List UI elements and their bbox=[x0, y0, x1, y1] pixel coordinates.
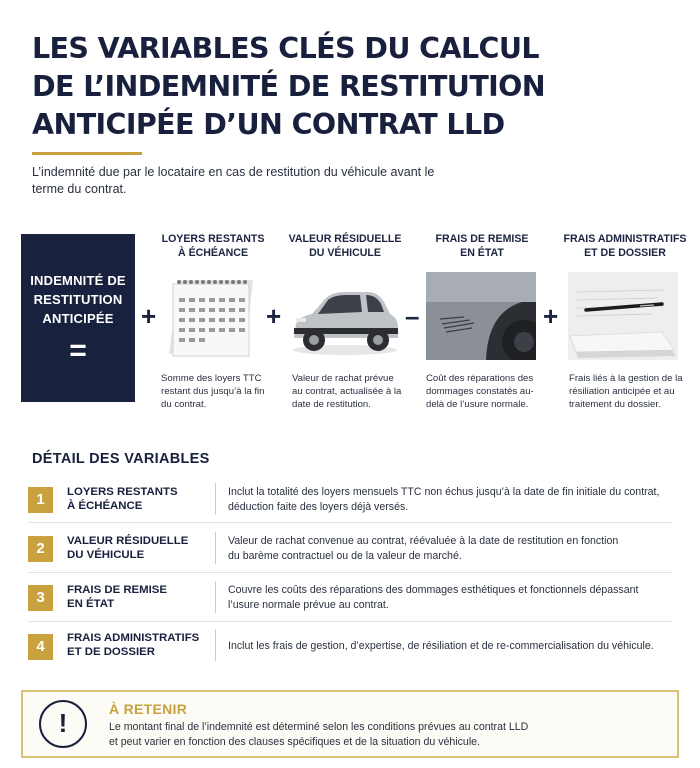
formula-item-title-line: LOYERS RESTANTS bbox=[161, 233, 265, 245]
title-line-3: ANTICIPÉE D’UN CONTRAT LLD bbox=[32, 108, 505, 141]
formula-item-title-line: DU VÉHICULE bbox=[309, 247, 381, 259]
row-variable-name bbox=[67, 631, 207, 659]
row-description bbox=[228, 583, 668, 612]
formula-item-title-line: EN ÉTAT bbox=[460, 247, 504, 259]
car-icon bbox=[288, 272, 402, 362]
row-divider bbox=[215, 532, 216, 564]
formula-item-title-line: FRAIS DE REMISE bbox=[435, 233, 529, 245]
total-indemnity-box bbox=[21, 234, 135, 402]
formula-item-description: Somme des loyers TTC restant dus jusqu’à la fin du contrat. bbox=[161, 373, 265, 410]
detail-row-1 bbox=[28, 480, 672, 526]
row-description-line: du barème contractuel ou de la valeur de marché. bbox=[228, 549, 462, 562]
row-separator bbox=[28, 572, 672, 573]
row-description-line: déduction faite des loyers déjà versés. bbox=[228, 500, 409, 513]
formula-item-title bbox=[563, 232, 687, 268]
row-description bbox=[228, 534, 668, 563]
detail-row-4 bbox=[28, 626, 672, 672]
callout-title: À RETENIR bbox=[109, 701, 188, 717]
row-separator bbox=[28, 621, 672, 622]
page-subtitle: L’indemnité due par le locataire en cas de restitution du véhicule avant le terme du contrat. bbox=[32, 165, 435, 196]
detail-row-2 bbox=[28, 529, 672, 575]
row-description-line: Inclut la totalité des loyers mensuels TTC non échus jusqu’à la date de fin initiale du contrat, bbox=[228, 486, 660, 498]
callout-text bbox=[109, 720, 669, 750]
row-variable-name-line: ET DE DOSSIER bbox=[67, 646, 155, 658]
row-variable-name-line: LOYERS RESTANTS bbox=[67, 486, 178, 498]
total-label-line-3: ANTICIPÉE bbox=[42, 310, 114, 326]
callout-text-line: Le montant final de l’indemnité est déterminé selon les conditions prévues au contrat LLD bbox=[109, 721, 529, 733]
calendar-icon bbox=[165, 272, 257, 362]
detail-row-3 bbox=[28, 578, 672, 624]
row-variable-name bbox=[67, 583, 207, 611]
callout-text-line: et peut varier en fonction des clauses spécifiques et de la situation du véhicule. bbox=[109, 736, 481, 748]
row-variable-name-line: DU VÉHICULE bbox=[67, 549, 145, 561]
row-variable-name-line: EN ÉTAT bbox=[67, 598, 115, 610]
row-divider bbox=[215, 581, 216, 613]
formula-item-loyers bbox=[151, 232, 275, 410]
plus-operator-1: + bbox=[141, 301, 157, 331]
row-description bbox=[228, 639, 668, 654]
row-variable-name bbox=[67, 534, 207, 562]
row-separator bbox=[28, 522, 672, 523]
formula-item-title bbox=[151, 232, 275, 268]
row-variable-name-line: FRAIS ADMINISTRATIFS bbox=[67, 632, 200, 644]
formula-item-title-line: FRAIS ADMINISTRATIFS bbox=[563, 233, 687, 245]
formula-item-frais-admin bbox=[563, 232, 687, 410]
title-line-1: LES VARIABLES CLÉS DU CALCUL bbox=[32, 32, 539, 65]
formula-item-title bbox=[286, 232, 404, 268]
row-number-badge: 3 bbox=[28, 585, 53, 611]
row-description-line: Valeur de rachat convenue au contrat, réévaluée à la date de restitution en fonction bbox=[228, 535, 619, 547]
title-line-2: DE L’INDEMNITÉ DE RESTITUTION bbox=[32, 70, 546, 103]
row-description bbox=[228, 485, 668, 514]
row-divider bbox=[215, 483, 216, 515]
equals-sign: = bbox=[69, 333, 87, 367]
documents-pen-icon bbox=[568, 272, 678, 360]
row-variable-name-line: FRAIS DE REMISE bbox=[67, 584, 167, 596]
plus-operator-3: + bbox=[543, 301, 559, 331]
row-variable-name-line: VALEUR RÉSIDUELLE bbox=[67, 535, 189, 547]
row-number-badge: 4 bbox=[28, 634, 53, 660]
formula-item-valeur bbox=[286, 232, 410, 410]
plus-operator-2: + bbox=[266, 301, 282, 331]
formula-item-title bbox=[420, 232, 544, 268]
row-variable-name bbox=[67, 485, 207, 513]
row-description-line: Couvre les coûts des réparations des dommages esthétiques et fonctionnels dépassant bbox=[228, 584, 639, 596]
row-number-badge: 1 bbox=[28, 487, 53, 513]
title-underline bbox=[32, 152, 142, 155]
formula-item-title-line: VALEUR RÉSIDUELLE bbox=[288, 233, 402, 245]
formula-item-description: Coût des réparations des dommages constatés au-delà de l’usure normale. bbox=[426, 373, 534, 410]
row-number-badge: 2 bbox=[28, 536, 53, 562]
scratched-car-icon bbox=[426, 272, 536, 360]
exclamation-icon: ! bbox=[39, 700, 87, 748]
details-title: DÉTAIL DES VARIABLES bbox=[32, 451, 210, 467]
formula-item-title-line: À ÉCHÉANCE bbox=[177, 247, 249, 259]
formula-item-description: Frais liés à la gestion de la résiliation anticipée et au traitement du dossier. bbox=[569, 373, 683, 410]
row-variable-name-line: À ÉCHÉANCE bbox=[67, 500, 143, 512]
total-label-line-2: RESTITUTION bbox=[33, 291, 123, 307]
row-divider bbox=[215, 629, 216, 661]
formula-item-title-line: ET DE DOSSIER bbox=[584, 247, 666, 259]
page-title bbox=[32, 30, 672, 144]
total-label-line-1: INDEMNITÉ DE bbox=[30, 272, 126, 288]
formula-item-remise bbox=[420, 232, 544, 410]
row-description-line: Inclut les frais de gestion, d’expertise, de résiliation et de re-commercialisation du véhicule. bbox=[228, 640, 654, 652]
key-takeaway-callout bbox=[21, 690, 679, 758]
minus-operator: – bbox=[405, 301, 420, 331]
formula-item-description: Valeur de rachat prévue au contrat, actualisée à la date de restitution. bbox=[292, 373, 402, 410]
row-description-line: l’usure normale prévue au contrat. bbox=[228, 598, 389, 611]
